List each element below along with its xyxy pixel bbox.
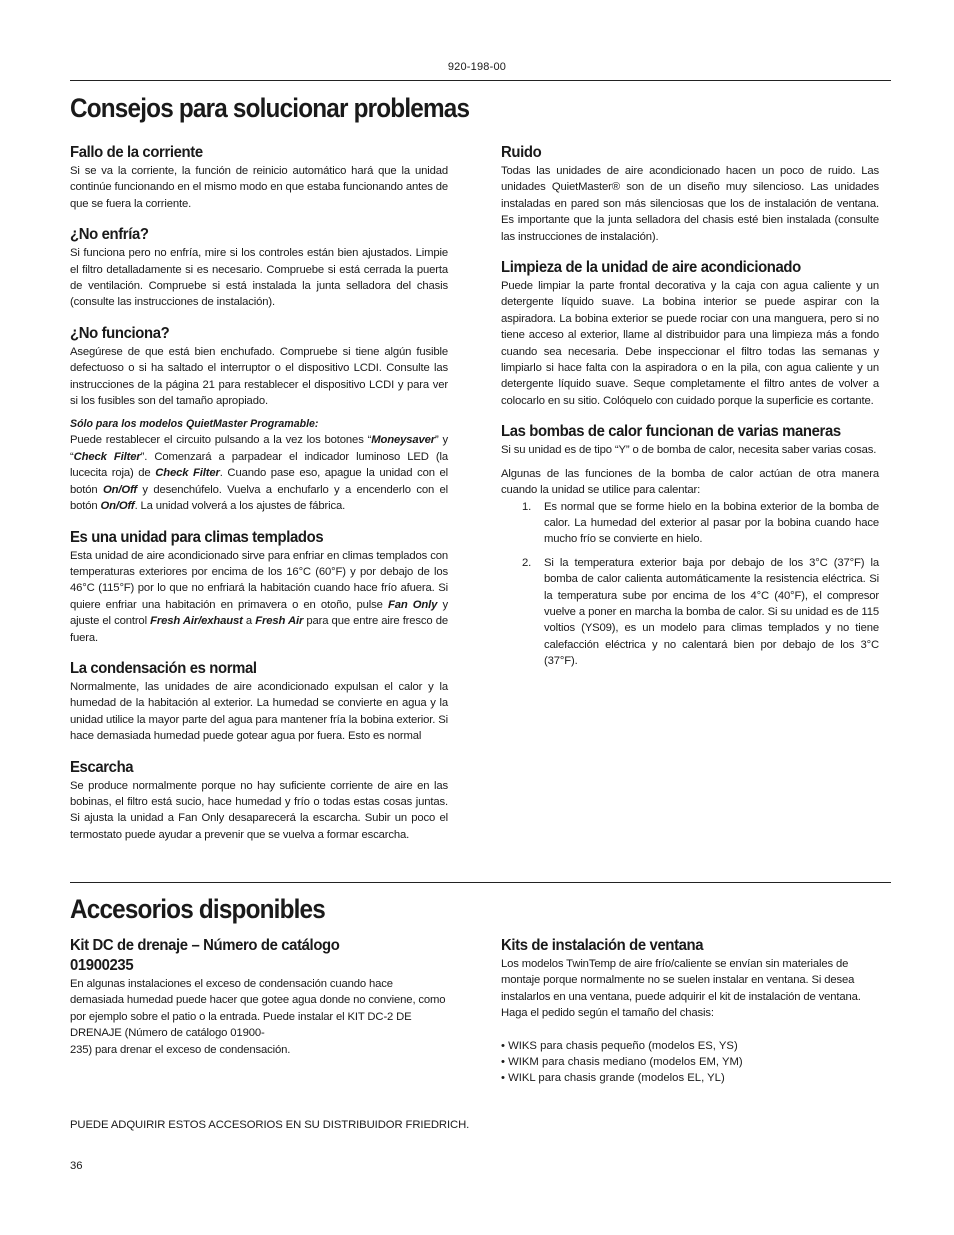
power-failure-text: Si se va la corriente, la función de reinicio automático hará que la unidad continúe funcionando en el mismo modo en que estaba funcionando antes de que se fuera la corriente. xyxy=(70,165,448,210)
frost-text: Se produce normalmente porque no hay suficiente corriente de aire en las bobinas, el filtro está sucio, hace humedad y frío o todas estas cosas juntas. Si ajusta la unidad a Fan Only desaparecerá la escarcha. Subir un poco el termostato puede ayudar a prevenir que se vuelva a formar escarcha. xyxy=(70,779,448,841)
window-kits-list xyxy=(501,1038,879,1087)
frost-heading: Escarcha xyxy=(70,758,134,776)
section-divider xyxy=(70,882,891,883)
power-failure-heading: Fallo de la corriente xyxy=(70,144,203,161)
accessories-title: Accesorios disponibles xyxy=(70,894,325,924)
noise-heading: Ruido xyxy=(501,144,542,161)
troubleshooting-left-column xyxy=(70,143,448,843)
no-cooling-heading: ¿No enfría? xyxy=(70,226,149,244)
cleaning-heading: Limpieza de la unidad de aire acondicionado xyxy=(501,259,801,277)
troubleshooting-title: Consejos para solucionar problemas xyxy=(70,93,470,123)
list-item: • WIKL para chasis grande (modelos EL, YL) xyxy=(501,1072,725,1085)
page-number: 36 xyxy=(70,1160,83,1172)
top-divider xyxy=(70,80,891,81)
programmable-models-subheading: Sólo para los modelos QuietMaster Programable: xyxy=(70,418,319,431)
no-cooling-text: Si funciona pero no enfría, mire si los controles están bien ajustados. Limpie el filtro detalladamente si es necesario. Compruebe si está cerrada la puerta de ventilación. Compruebe si está instalada la junta selladora del chasis (consulte las instrucciones de instalación). xyxy=(70,247,448,309)
heat-pumps-text-2: Algunas de las funciones de la bomba de calor actúan de otra manera cuando la unidad se utilice para calentar: xyxy=(501,467,879,497)
window-kits-heading: Kits de instalación de ventana xyxy=(501,937,704,954)
not-working-heading: ¿No funciona? xyxy=(70,324,170,342)
heat-pumps-text-1: Si su unidad es de tipo “Y” o de bomba de calor, necesita saber varias cosas. xyxy=(501,444,877,457)
drain-kit-text: En algunas instalaciones el exceso de condensación cuando hace demasiada humedad puede hacer que gotee agua donde no conviene, como por ejemplo sobre el patio o la entrada. Puede instalar el KIT DC-2 DE DRENAJE (Número de catálogo 01900- 235) para drenar el exceso de condensación. xyxy=(70,978,446,1056)
accessories-right-column xyxy=(501,936,879,1087)
cleaning-text: Puede limpiar la parte frontal decorativa y la caja con agua caliente y un detergente líquido suave. La bobina interior se puede aspirar con la aspiradora. La bobina exterior se puede rociar con una manguera, pero si no tiene acceso al exterior, llame al distribuidor para una limpieza más a fondo cuando sea necesaria. Debe inspeccionar el filtro todas las semanas y limpiarlo si hace falta con la aspiradora o en la pila, con agua caliente y un detergente líquido suave. Seque completamente el filtro antes de volver a colocarlo en su sitio. Colóquelo con cuidado porque la superficie es cortante. xyxy=(501,280,879,407)
accessories-footer-note: PUEDE ADQUIRIR ESTOS ACCESORIOS EN SU DISTRIBUIDOR FRIEDRICH. xyxy=(70,1119,470,1131)
document-number: 920-198-00 xyxy=(447,61,507,73)
temperate-heading: Es una unidad para climas templados xyxy=(70,528,324,546)
not-working-text: Asegúrese de que está bien enchufado. Compruebe si tiene algún fusible defectuoso o si ha saltado el interruptor o el dispositivo LCDI. Consulte las instrucciones de la página 21 para restablecer el dispositivo LCDI y para ver si los fusibles son del tamaño apropiado. xyxy=(70,345,448,408)
heat-pumps-heading: Las bombas de calor funcionan de varias maneras xyxy=(501,423,841,441)
accessories-left-column xyxy=(70,936,448,1058)
list-item: 2. Si la temperatura exterior baja por debajo de los 3°C (37°F) la bomba de calor calienta automáticamente la resistencia eléctrica. Si la temperatura sube por encima de los 4°C (40°F), el compresor vuelve a poner en marcha la bomba de calor. Si su unidad es de 115 voltios (YS09), es un modelo para climas templados y no tiene calefacción eléctrica y no calentará bien por debajo de los 3°C (37°F). xyxy=(522,556,879,668)
condensation-heading: La condensación es normal xyxy=(70,659,257,677)
reset-instructions: Puede restablecer el circuito pulsando a la vez los botones “Moneysaver” y “Check Filter”. Comenzará a parpadear el indicador luminoso LED (la lucecita roja) de Check Filter. Cuando pase eso, apague la unidad con el botón On/Off y desenchúfelo. Vuelva a enchufarlo y a encenderlo con el botón On/Off. La unidad volverá a los ajustes de fábrica. xyxy=(70,434,448,513)
list-item: • WIKS para chasis pequeño (modelos ES, YS) xyxy=(501,1039,738,1052)
list-item: 1. Es normal que se forme hielo en la bobina exterior de la bomba de calor. La humedad del exterior al pasar por la bobina cuando hace mucho frío se convierte en hielo. xyxy=(522,500,879,546)
noise-text: Todas las unidades de aire acondicionado hacen un poco de ruido. Las unidades QuietMaster® son de un diseño muy silencioso. Las unidades instaladas en pared son más silenciosas que los de instalación de ventana. Es importante que la junta selladora del chasis esté bien instalada (consulte las instrucciones de instalación). xyxy=(501,165,879,243)
list-item: • WIKM para chasis mediano (modelos EM, YM) xyxy=(501,1056,743,1069)
temperate-text: Esta unidad de aire acondicionado sirve para enfriar en climas templados con temperaturas exteriores por encima de los 16°C (60°F) y por debajo de los 46°C (115°F) por lo que no enfriará la habitación cuando hace frío afuera. Si quiere enfriar una habitación en primavera o en otoño, pulse Fan Only y ajuste el control Fresh Air/exhaust a Fresh Air para que entre aire fresco de fuera. xyxy=(70,549,448,644)
troubleshooting-right-column xyxy=(501,143,879,670)
heat-pump-list xyxy=(501,499,879,670)
drain-kit-heading: Kit DC de drenaje – Número de catálogo 01900235 xyxy=(70,937,340,974)
window-kits-text: Los modelos TwinTemp de aire frío/caliente se envían sin materiales de montaje porque normalmente no se suelen instalar en ventana. Si desea instalarlos en una ventana, puede adquirir el kit de instalación de ventana. Haga el pedido según el tamaño del chasis: xyxy=(501,958,861,1020)
condensation-text: Normalmente, las unidades de aire acondicionado expulsan el calor y la humedad de la habitación al exterior. La humedad se convierte en agua y la unidad utilice la mayor parte del agua para mantener fría la bobina exterior. Si hace demasiada humedad puede gotear agua por fuera. Esto es normal xyxy=(70,680,448,743)
